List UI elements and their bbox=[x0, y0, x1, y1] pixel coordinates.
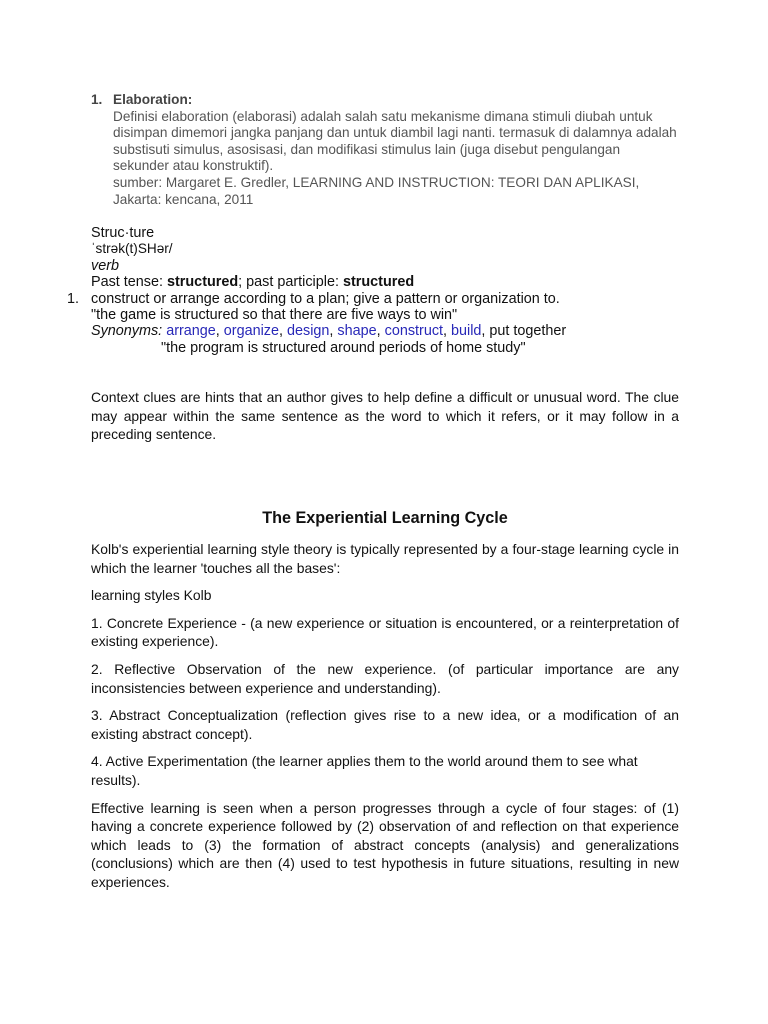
synonym-link[interactable]: build bbox=[451, 323, 482, 340]
context-clues-paragraph: Context clues are hints that an author gives to help define a difficult or unusual word. The clue may appear within the same sentence as the word to which it refers, or it may follow in a preceding sentence. bbox=[91, 389, 679, 443]
past-participle: structured bbox=[342, 274, 415, 291]
synonym-link[interactable]: arrange bbox=[166, 323, 216, 340]
past-tense: structured bbox=[167, 274, 239, 291]
synonyms-list: arrange, organize, design, shape, construct, build bbox=[166, 323, 482, 340]
sense-example: "the game is structured so that there are five ways to win" bbox=[91, 307, 458, 324]
experiential-paragraph: 1. Concrete Experience - (a new experience or situation is encountered, or a reinterpretation of existing experience). bbox=[91, 614, 679, 650]
synonym-link[interactable]: shape bbox=[337, 323, 377, 340]
synonym-example: "the program is structured around periods of home study" bbox=[161, 339, 526, 356]
synonyms-label: Synonyms: bbox=[91, 323, 163, 340]
elaboration-number: 1. bbox=[91, 92, 103, 107]
elaboration-title: Elaboration: bbox=[113, 92, 193, 107]
experiential-paragraph: 4. Active Experimentation (the learner applies them to the world around them to see what results). bbox=[91, 753, 638, 788]
synonyms-tail: , put together bbox=[481, 323, 567, 340]
elaboration-body bbox=[91, 109, 679, 209]
elaboration-source-line: Jakarta: kencana, 2011 bbox=[113, 191, 254, 207]
participle-prefix: ; past participle: bbox=[238, 274, 343, 291]
synonyms-row bbox=[91, 323, 691, 339]
dictionary-entry bbox=[67, 225, 691, 356]
elaboration-section bbox=[91, 92, 679, 208]
experiential-paragraph: 3. Abstract Conceptualization (reflection gives rise to a new idea, or a modification of an existing abstract concept). bbox=[91, 707, 679, 742]
sense-definition: construct or arrange according to a plan; give a pattern or organization to. bbox=[91, 290, 560, 307]
elaboration-definition-line: disimpan dimemori jangka panjang dan untuk diambil lagi nanti. termasuk di dalamnya adalah bbox=[113, 125, 677, 141]
synonym-link[interactable]: construct bbox=[384, 323, 444, 340]
elaboration-heading bbox=[91, 92, 679, 109]
tense-prefix: Past tense: bbox=[91, 274, 167, 291]
elaboration-definition-line: sekunder atau konstruktif). bbox=[113, 158, 274, 174]
experiential-paragraph: Kolb's experiential learning style theory is typically represented by a four-stage learning cycle in which the learner 'touches all the bases': bbox=[91, 541, 679, 576]
elaboration-definition-line: Definisi elaboration (elaborasi) adalah salah satu mekanisme dimana stimuli diubah untuk bbox=[113, 108, 653, 124]
synonym-link[interactable]: organize bbox=[223, 323, 279, 340]
section-title: The Experiential Learning Cycle bbox=[262, 509, 508, 527]
elaboration-definition-line: substisuti simulus, asosisasi, dan modifikasi stimulus lain (juga disebut pengulangan bbox=[113, 141, 621, 157]
elaboration-source-line: sumber: Margaret E. Gredler, LEARNING AND INSTRUCTION: TEORI DAN APLIKASI, bbox=[113, 174, 640, 190]
sense-number: 1. bbox=[67, 290, 80, 307]
synonym-link[interactable]: design bbox=[287, 323, 330, 340]
dictionary-sense bbox=[67, 290, 691, 307]
experiential-section bbox=[91, 540, 679, 901]
dictionary-pronunciation: ˈstrək(t)SHər/ bbox=[91, 241, 173, 257]
dictionary-tenses bbox=[91, 274, 691, 290]
experiential-paragraph: 2. Reflective Observation of the new experience. (of particular importance are any inconsistencies between experience and understanding). bbox=[91, 660, 679, 696]
experiential-paragraph: learning styles Kolb bbox=[91, 587, 212, 604]
dictionary-word: Struc·ture bbox=[91, 225, 155, 241]
dictionary-part-of-speech: verb bbox=[91, 257, 119, 274]
experiential-paragraph: Effective learning is seen when a person progresses through a cycle of four stages: of (1) having a concrete experience followed by (2) observation of and reflection on that experience which leads to (3) the formation of abstract concepts (analysis) and generalizations (conclusions) which are then (4) used to test hypothesis in future situations, resulting in new experiences. bbox=[91, 799, 679, 890]
